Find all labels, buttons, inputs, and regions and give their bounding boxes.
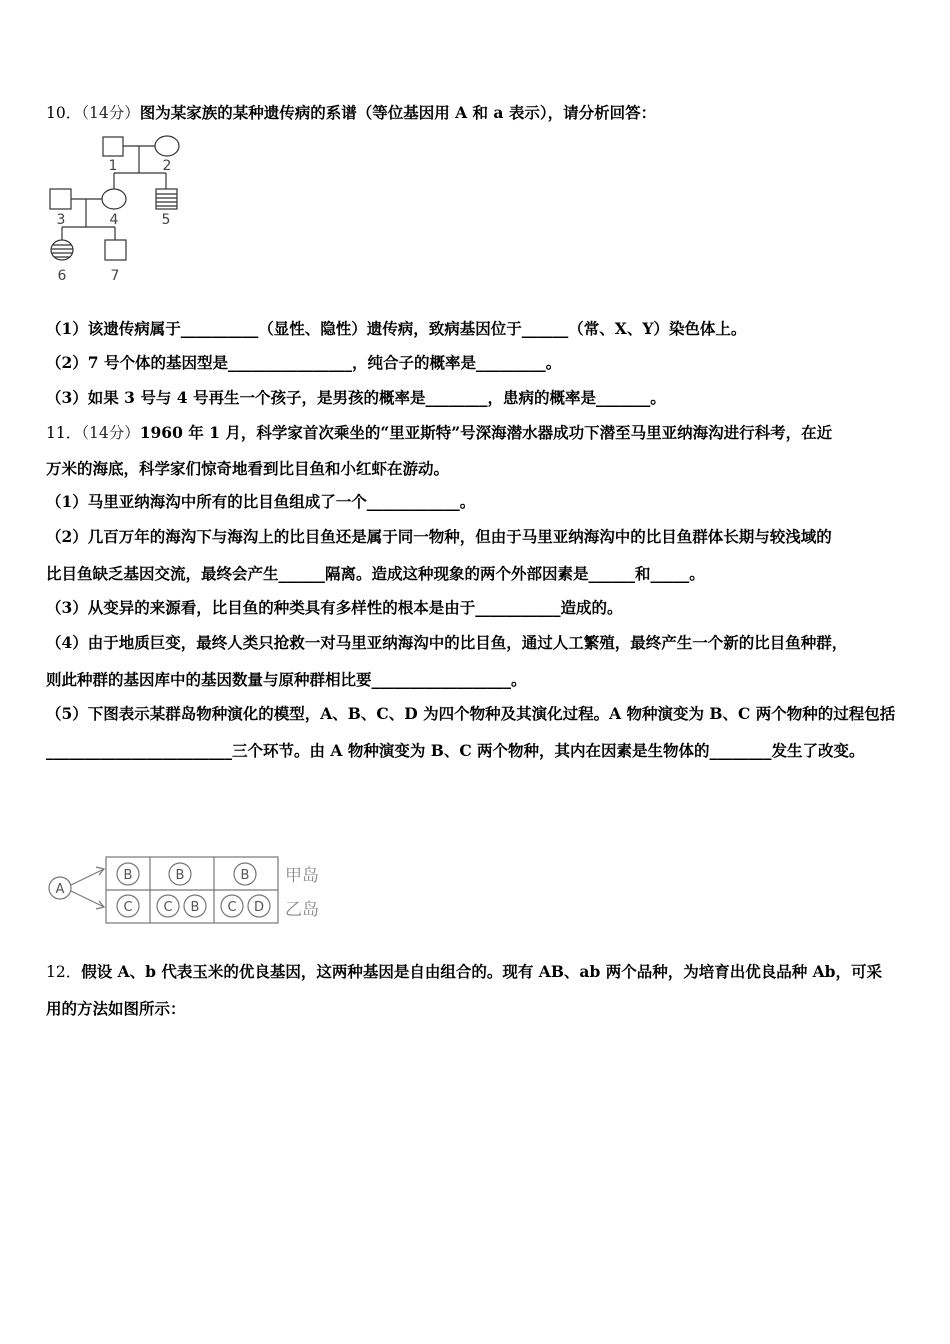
q11-number: 11． [46,424,82,442]
species-label: D [253,900,265,915]
pedigree-label-5: 5 [161,212,171,228]
pedigree-individual-4 [102,189,126,209]
pedigree-label-3: 3 [56,212,66,228]
pedigree-label-7: 7 [110,268,120,284]
pedigree-individual-1 [103,137,123,156]
species-a-label: A [55,882,65,897]
q11-sub4-line1: （4）由于地质巨变，最终人类只抢救一对马里亚纳海沟中的比目鱼，通过人工繁殖，最终产生一个新的比目鱼种群， [46,633,848,652]
species-label: C [163,900,173,915]
q12-line2: 用的方法如图所示： [46,999,186,1018]
q11-sub4-line2: 则此种群的基因库中的基因数量与原种群相比要__________________。 [46,670,527,689]
species-label: B [123,868,133,883]
q11-sub3: （3）从变异的来源看，比目鱼的种类具有多样性的根本是由于___________造成的。 [46,598,623,617]
species-label: C [123,900,133,915]
q10-sub2: （2）7 号个体的基因型是________________，纯合子的概率是_________。 [46,353,562,372]
q11-sub2-line2: 比目鱼缺乏基因交流，最终会产生______隔离。造成这种现象的两个外部因素是______和_____。 [46,564,705,583]
q10-stem-text: 图为某家族的某种遗传病的系谱（等位基因用 A 和 a 表示），请分析回答： [139,103,657,122]
q11-stem-line1 [46,423,832,443]
pedigree-label-4: 4 [109,212,119,228]
q10-sub3: （3）如果 3 号与 4 号再生一个孩子，是男孩的概率是________，患病的概率是_______。 [46,388,666,407]
q12-line1 [46,962,882,982]
q11-sub1: （1）马里亚纳海沟中所有的比目鱼组成了一个____________。 [46,492,476,511]
q10-number: 10． [46,104,82,122]
island-b-label: 乙岛 [285,900,319,920]
q10-points: （14分） [81,104,140,122]
q11-sub2-line1: （2）几百万年的海沟下与海沟上的比目鱼还是属于同一物种，但由于马里亚纳海沟中的比目鱼群体长期与较浅域的 [46,527,832,546]
pedigree-label-1: 1 [108,158,118,174]
island-evolution-diagram [44,854,334,926]
q11-stem-text: 1960 年 1 月，科学家首次乘坐的“里亚斯特”号深海潜水器成功下潜至马里亚纳海沟进行科考，在近 [139,423,833,442]
q11-sub5-line1: （5）下图表示某群岛物种演化的模型，A、B、C、D 为四个物种及其演化过程。A 物种演变为 B、C 两个物种的过程包括 [46,704,896,723]
pedigree-chart [40,128,200,288]
pedigree-label-2: 2 [162,158,172,174]
pedigree-individual-2 [155,136,179,156]
pedigree-individual-7 [105,240,126,260]
q11-sub5-line2: ________________________三个环节。由 A 物种演变为 B、C 两个物种，其内在因素是生物体的________发生了改变。 [46,741,865,760]
q11-points: （14分） [81,424,140,442]
species-label: B [190,900,200,915]
species-label: B [240,868,250,883]
q12-number: 12． [46,963,82,981]
species-label: B [175,868,185,883]
q12-text: 假设 A、b 代表玉米的优良基因，这两种基因是自由组合的。现有 AB、ab 两个品种，为培育出优良品种 Ab，可采 [81,962,882,981]
pedigree-label-6: 6 [57,268,67,284]
species-label: C [227,900,237,915]
q10-stem [46,103,656,123]
island-a-label: 甲岛 [285,866,319,886]
q11-stem-line2: 万米的海底，科学家们惊奇地看到比目鱼和小红虾在游动。 [46,459,450,478]
pedigree-individual-3 [50,189,71,209]
q10-sub1: （1）该遗传病属于__________（显性、隐性）遗传病，致病基因位于______（常、X、Y）染色体上。 [46,319,747,338]
